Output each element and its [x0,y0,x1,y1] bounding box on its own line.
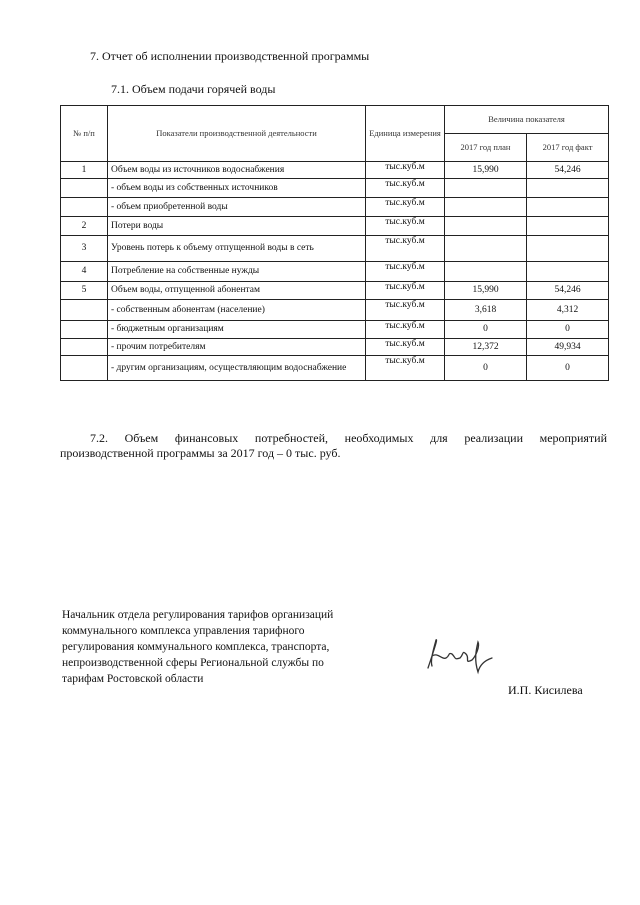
section-7-1-heading: 7.1. Объем подачи горячей воды [111,82,276,96]
row-fact-cell: 54,246 [527,162,609,179]
table-row [61,321,609,339]
table-row [61,179,609,198]
row-unit-cell: тыс.куб.м [366,162,445,179]
row-indicator-cell: Потери воды [108,217,366,236]
row-unit-cell: тыс.куб.м [366,300,445,321]
row-fact-cell: 54,246 [527,282,609,300]
row-num-cell [61,179,108,198]
signature-block [62,607,333,687]
row-num-cell [61,356,108,381]
row-fact-cell: 4,312 [527,300,609,321]
row-unit-cell: тыс.куб.м [366,217,445,236]
table-row [61,198,609,217]
row-indicator-cell: Объем воды, отпущенной абонентам [108,282,366,300]
col-num-header: № п/п [61,106,108,162]
row-num-cell: 4 [61,262,108,282]
row-plan-cell: 0 [445,356,527,381]
row-indicator-cell: - собственным абонентам (население) [108,300,366,321]
row-plan-cell: 15,990 [445,162,527,179]
row-indicator-cell: Объем воды из источников водоснабжения [108,162,366,179]
row-plan-cell: 3,618 [445,300,527,321]
row-plan-cell [445,262,527,282]
row-indicator-cell: - объем воды из собственных источников [108,179,366,198]
row-num-cell: 2 [61,217,108,236]
row-unit-cell: тыс.куб.м [366,282,445,300]
col-unit-header: Единица измерения [366,106,445,162]
row-unit-cell: тыс.куб.м [366,198,445,217]
col-fact-header: 2017 год факт [527,134,609,162]
row-indicator-cell: Уровень потерь к объему отпущенной воды в сеть [108,236,366,262]
row-unit-cell: тыс.куб.м [366,356,445,381]
row-num-cell: 3 [61,236,108,262]
row-unit-cell: тыс.куб.м [366,321,445,339]
row-indicator-cell: - другим организациям, осуществляющим водоснабжение [108,356,366,381]
row-unit-cell: тыс.куб.м [366,339,445,356]
section-7-2-paragraph: 7.2. Объем финансовых потребностей, необходимых для реализации мероприятий производственной программы за 2017 год – 0 тыс. руб. [60,431,607,460]
table-row [61,339,609,356]
table-row [61,300,609,321]
signature-line: Начальник отдела регулирования тарифов организаций [62,609,334,621]
signature-line: тарифам Ростовской области [62,673,204,685]
table-row [61,162,609,179]
row-plan-cell [445,217,527,236]
row-plan-cell: 15,990 [445,282,527,300]
row-plan-cell: 0 [445,321,527,339]
signature-line: непроизводственной сферы Региональной службы по [62,657,324,669]
row-unit-cell: тыс.куб.м [366,179,445,198]
section-7-heading: 7. Отчет об исполнении производственной программы [90,49,370,63]
col-plan-header: 2017 год план [445,134,527,162]
row-num-cell [61,198,108,217]
table-row [61,236,609,262]
row-fact-cell [527,217,609,236]
row-fact-cell [527,236,609,262]
row-num-cell [61,339,108,356]
row-unit-cell: тыс.куб.м [366,262,445,282]
row-fact-cell: 0 [527,321,609,339]
row-indicator-cell: - объем приобретенной воды [108,198,366,217]
row-fact-cell [527,198,609,217]
row-plan-cell [445,179,527,198]
col-value-header: Величина показателя [445,106,609,134]
row-indicator-cell: Потребление на собственные нужды [108,262,366,282]
signatory-name: И.П. Кисилева [508,683,583,697]
hot-water-table [60,105,609,381]
row-indicator-cell: - бюджетным организациям [108,321,366,339]
signature-line: коммунального комплекса управления тарифного [62,625,305,637]
table-row [61,217,609,236]
row-num-cell [61,300,108,321]
table-row [61,282,609,300]
row-fact-cell [527,262,609,282]
row-plan-cell [445,236,527,262]
row-fact-cell: 0 [527,356,609,381]
row-num-cell: 1 [61,162,108,179]
row-unit-cell: тыс.куб.м [366,236,445,262]
signature-line: регулирования коммунального комплекса, транспорта, [62,641,330,653]
row-plan-cell: 12,372 [445,339,527,356]
row-fact-cell: 49,934 [527,339,609,356]
col-indicator-header: Показатели производственной деятельности [108,106,366,162]
table-row [61,262,609,282]
row-fact-cell [527,179,609,198]
row-indicator-cell: - прочим потребителям [108,339,366,356]
table-row [61,356,609,381]
row-num-cell [61,321,108,339]
handwritten-signature [420,630,500,680]
row-plan-cell [445,198,527,217]
row-num-cell: 5 [61,282,108,300]
